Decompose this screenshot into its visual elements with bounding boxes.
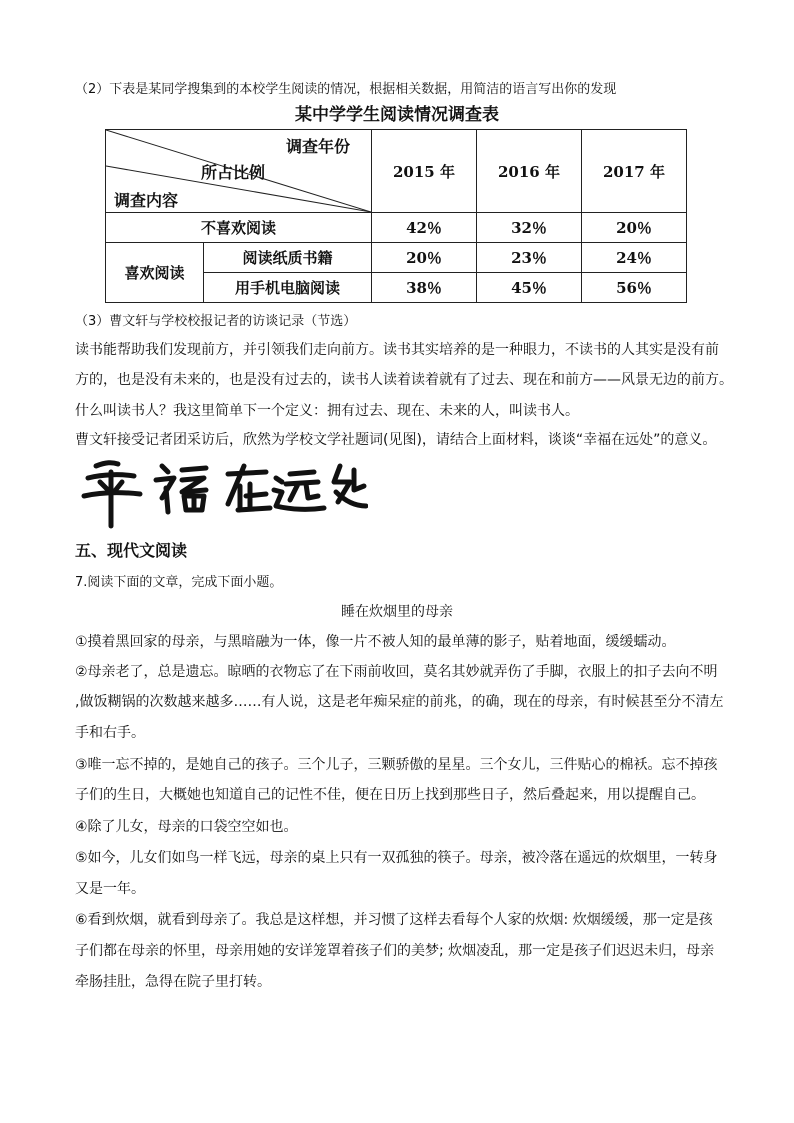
paragraph-line: 什么叫读书人？我这里简单下一个定义：拥有过去、现在、未来的人，叫读书人。	[75, 403, 579, 419]
article-line: ①摸着黑回家的母亲，与黑暗融为一体，像一片不被人知的最单薄的影子，贴着地面，缓缓蠕动。	[75, 634, 676, 650]
row-group-like-reading: 喜欢阅读	[106, 243, 204, 303]
article-line: ⑤如今，儿女们如鸟一样飞远，母亲的桌上只有一双孤独的筷子。母亲，被冷落在遥远的炊烟里，一转身	[75, 850, 718, 866]
year-header-2015: 2015 年	[372, 130, 477, 213]
question-2-prompt: （2）下表是某同学搜集到的本校学生阅读的情况，根据相关数据，用简洁的语言写出你的发现	[75, 82, 617, 97]
table-header-row	[106, 130, 687, 213]
paragraph-line: 曹文轩接受记者团采访后，欣然为学校文学社题词(见图)，请结合上面材料，谈谈“幸福在远处”的意义。	[75, 432, 717, 448]
table-cell: 45％	[477, 273, 582, 303]
calligraphy-inscription-image	[78, 452, 368, 530]
article-line: ④除了儿女，母亲的口袋空空如也。	[75, 819, 298, 835]
header-survey-year: 调查年份	[286, 137, 351, 156]
row-label-dislike: 不喜欢阅读	[106, 213, 372, 243]
row-label-phone-computer: 用手机电脑阅读	[204, 273, 372, 303]
question-7-intro: 7.阅读下面的文章，完成下面小题。	[75, 575, 283, 590]
table-cell: 23％	[477, 243, 582, 273]
table-cell: 20％	[372, 243, 477, 273]
paragraph-line: 方的，也是没有未来的，也是没有过去的，读书人读着读着就有了过去、现在和前方——风景无边的前方。	[75, 372, 733, 388]
paragraph-line: 读书能帮助我们发现前方，并引领我们走向前方。读书其实培养的是一种眼力，不读书的人其实是没有前	[75, 342, 719, 358]
table-cell: 24％	[582, 243, 687, 273]
article-line: 又是一年。	[75, 881, 145, 897]
table-cell: 32％	[477, 213, 582, 243]
year-header-2016: 2016 年	[477, 130, 582, 213]
article-line: 手和右手。	[75, 725, 145, 741]
table-cell: 20％	[582, 213, 687, 243]
article-line: ③唯一忘不掉的，是她自己的孩子。三个儿子，三颗骄傲的星星。三个女儿，三件贴心的棉袄。忘不掉孩	[75, 757, 718, 773]
survey-table	[105, 129, 687, 303]
table-title: 某中学学生阅读情况调查表	[295, 105, 499, 125]
header-proportion: 所占比例	[201, 163, 266, 182]
article-line: ②母亲老了，总是遗忘。晾晒的衣物忘了在下雨前收回，莫名其妙就弄伤了手脚，衣服上的扣子去向不明	[75, 664, 718, 680]
article-line: 子们都在母亲的怀里，母亲用她的安详笼罩着孩子们的美梦; 炊烟凌乱，那一定是孩子们迟迟未归，母亲	[75, 943, 715, 959]
table-cell: 42％	[372, 213, 477, 243]
table-row	[106, 243, 687, 273]
table-cell: 56％	[582, 273, 687, 303]
article-line: 牵肠挂肚，急得在院子里打转。	[75, 974, 271, 990]
article-title: 睡在炊烟里的母亲	[341, 604, 453, 620]
year-header-2017: 2017 年	[582, 130, 687, 213]
table-cell: 38％	[372, 273, 477, 303]
diagonal-header-cell	[106, 130, 372, 213]
section-title: 五、现代文阅读	[75, 541, 188, 560]
table-row	[106, 213, 687, 243]
article-line: 子们的生日，大概她也知道自己的记性不佳，便在日历上找到那些日子，然后叠起来，用以提醒自己。	[75, 787, 705, 803]
header-survey-content: 调查内容	[114, 191, 179, 210]
article-line: ⑥看到炊烟，就看到母亲了。我总是这样想，并习惯了这样去看每个人家的炊烟: 炊烟缓缓，那一定是孩	[75, 912, 713, 928]
row-label-paper-books: 阅读纸质书籍	[204, 243, 372, 273]
article-line: ,做饭糊锅的次数越来越多……有人说，这是老年痴呆症的前兆，的确，现在的母亲，有时候甚至分不清左	[75, 694, 724, 710]
question-3-title: （3）曹文轩与学校校报记者的访谈记录（节选）	[75, 314, 357, 329]
